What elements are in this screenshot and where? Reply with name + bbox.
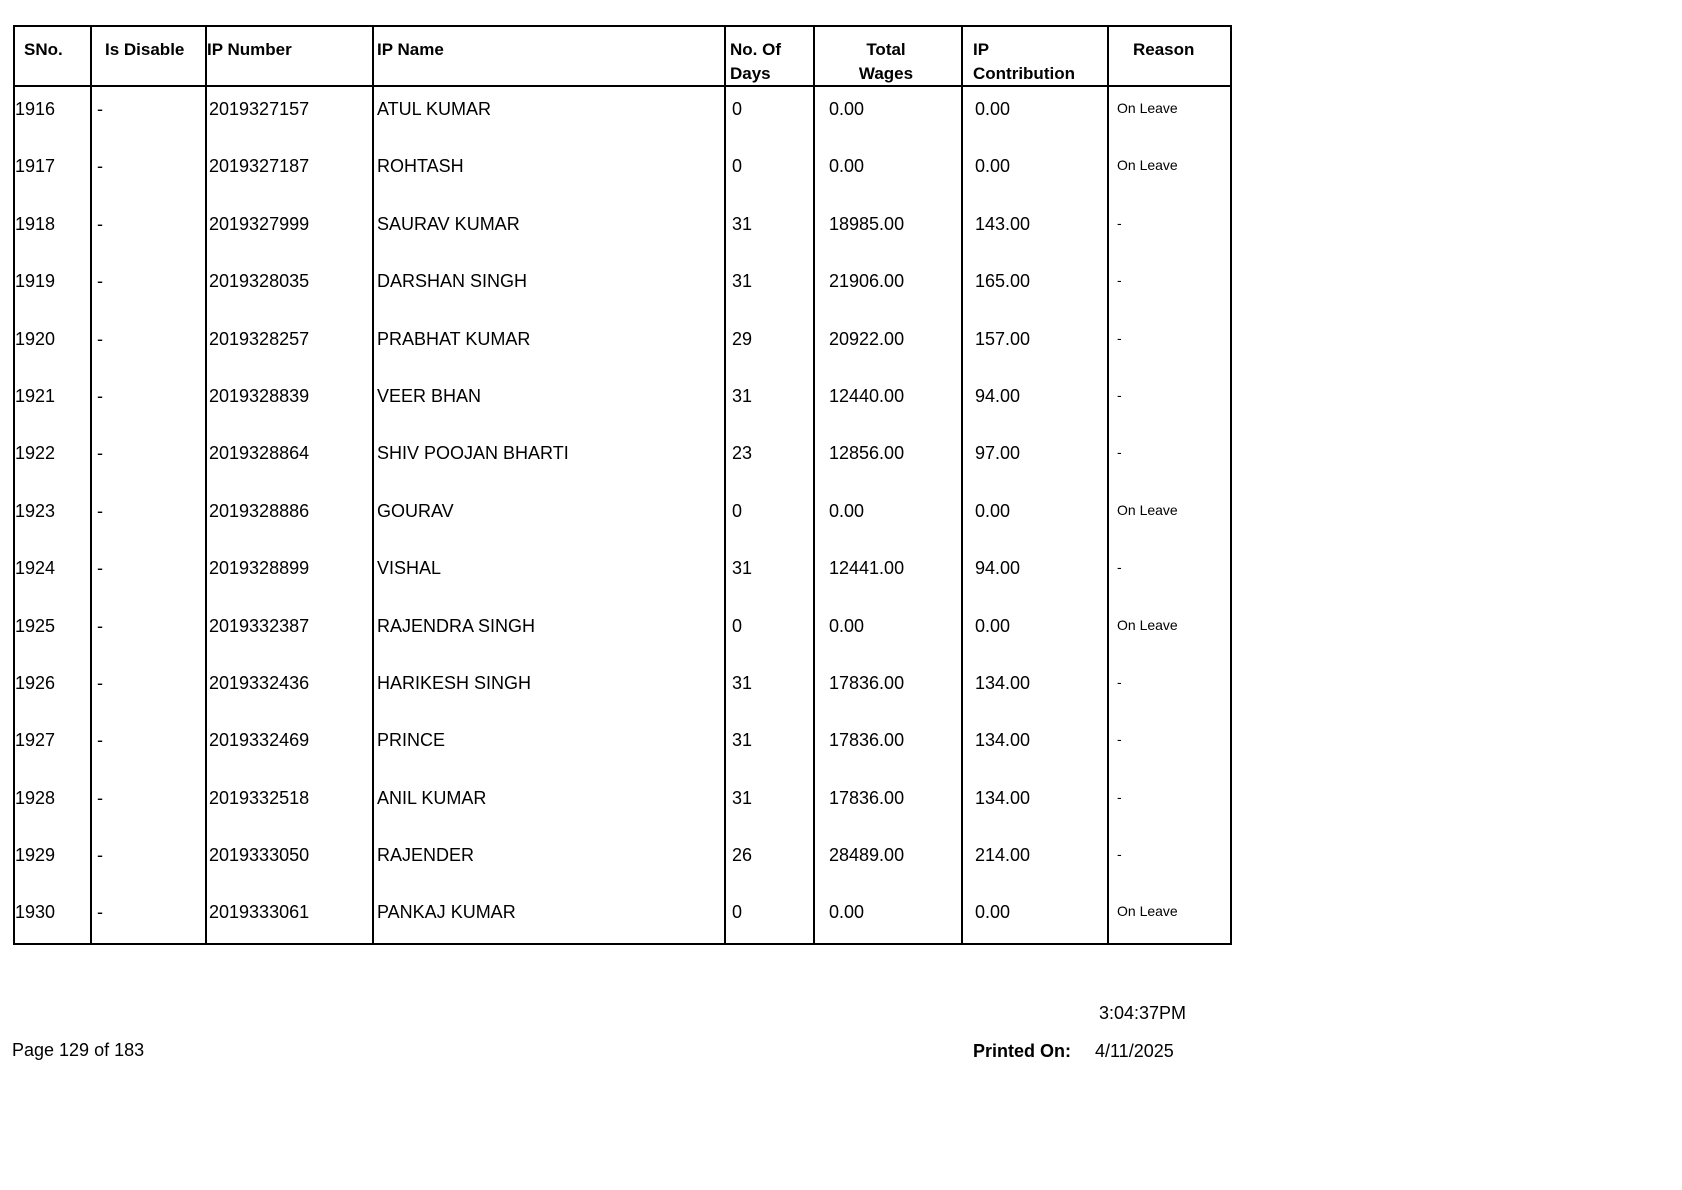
table-row (15, 890, 1230, 947)
cell-is-disable: - (97, 328, 103, 349)
cell-no-of-days: 0 (732, 156, 743, 177)
cell-sno: 1918 (15, 213, 56, 234)
cell-total-wages: 17836.00 (829, 730, 905, 751)
cell-ip-number: 2019328899 (209, 558, 310, 579)
cell-ip-name: RAJENDER (377, 845, 475, 866)
header-ip-name: IP Name (377, 40, 444, 59)
cell-ip-contribution: 0.00 (975, 156, 1011, 177)
cell-ip-contribution: 94.00 (975, 558, 1021, 579)
cell-no-of-days: 31 (732, 787, 753, 808)
header-total-wages: Total Wages (858, 40, 914, 83)
table-row (15, 833, 1230, 890)
cell-ip-contribution: 0.00 (975, 500, 1011, 521)
cell-no-of-days: 0 (732, 902, 743, 923)
table-row (15, 259, 1230, 316)
cell-sno: 1924 (15, 558, 56, 579)
page-number: Page 129 of 183 (12, 1040, 145, 1060)
cell-no-of-days: 0 (732, 615, 743, 636)
cell-sno: 1929 (15, 845, 56, 866)
cell-ip-number: 2019327187 (209, 156, 310, 177)
cell-ip-number: 2019333050 (209, 845, 310, 866)
cell-ip-number: 2019328257 (209, 328, 310, 349)
cell-ip-number: 2019328839 (209, 385, 310, 406)
cell-ip-number: 2019327999 (209, 213, 310, 234)
printed-on-label: Printed On: (973, 1041, 1071, 1061)
cell-reason: - (1117, 386, 1122, 403)
cell-is-disable: - (97, 500, 103, 521)
cell-ip-name: GOURAV (377, 500, 454, 521)
header-is-disable: Is Disable (105, 40, 185, 59)
cell-reason: - (1117, 788, 1122, 805)
cell-ip-name: ATUL KUMAR (377, 99, 492, 119)
cell-is-disable: - (97, 156, 103, 177)
cell-ip-number: 2019332518 (209, 787, 310, 808)
header-ip-contribution: IP Contribution (973, 40, 1075, 83)
cell-total-wages: 0.00 (829, 500, 865, 521)
cell-no-of-days: 31 (732, 672, 753, 693)
cell-reason: On Leave (1117, 501, 1178, 518)
cell-is-disable: - (97, 787, 103, 808)
cell-is-disable: - (97, 443, 103, 464)
header-no-of-days: No. Of Days (730, 40, 781, 83)
cell-sno: 1925 (15, 615, 56, 636)
cell-no-of-days: 31 (732, 213, 753, 234)
cell-is-disable: - (97, 385, 103, 406)
cell-sno: 1928 (15, 787, 56, 808)
cell-ip-contribution: 143.00 (975, 213, 1031, 234)
cell-no-of-days: 0 (732, 99, 743, 119)
printed-on-date: 4/11/2025 (1095, 1041, 1174, 1061)
cell-ip-name: VISHAL (377, 558, 442, 579)
cell-is-disable: - (97, 99, 103, 119)
cell-ip-contribution: 214.00 (975, 845, 1031, 866)
cell-ip-number: 2019332436 (209, 672, 310, 693)
cell-ip-contribution: 157.00 (975, 328, 1031, 349)
cell-ip-number: 2019332469 (209, 730, 310, 751)
cell-ip-number: 2019332387 (209, 615, 310, 636)
cell-reason: - (1117, 559, 1122, 576)
table-row (15, 144, 1230, 201)
table-row (15, 87, 1230, 144)
cell-total-wages: 0.00 (829, 156, 865, 177)
cell-total-wages: 0.00 (829, 99, 865, 119)
cell-ip-name: VEER BHAN (377, 385, 482, 406)
cell-sno: 1923 (15, 500, 56, 521)
cell-no-of-days: 29 (732, 328, 753, 349)
cell-ip-contribution: 94.00 (975, 385, 1021, 406)
table-row (15, 202, 1230, 259)
cell-total-wages: 20922.00 (829, 328, 905, 349)
cell-total-wages: 0.00 (829, 902, 865, 923)
cell-is-disable: - (97, 558, 103, 579)
cell-is-disable: - (97, 615, 103, 636)
table-row (15, 718, 1230, 775)
cell-ip-name: HARIKESH SINGH (377, 672, 532, 693)
cell-sno: 1927 (15, 730, 56, 751)
cell-ip-name: ANIL KUMAR (377, 787, 487, 808)
cell-sno: 1921 (15, 385, 56, 406)
table-row (15, 317, 1230, 374)
cell-no-of-days: 31 (732, 558, 753, 579)
cell-sno: 1917 (15, 156, 56, 177)
cell-total-wages: 12440.00 (829, 385, 905, 406)
cell-ip-name: ROHTASH (377, 156, 464, 177)
cell-total-wages: 17836.00 (829, 787, 905, 808)
cell-no-of-days: 31 (732, 730, 753, 751)
cell-sno: 1926 (15, 672, 56, 693)
cell-total-wages: 18985.00 (829, 213, 905, 234)
cell-is-disable: - (97, 213, 103, 234)
cell-ip-number: 2019328864 (209, 443, 310, 464)
cell-reason: On Leave (1117, 100, 1178, 116)
cell-sno: 1930 (15, 902, 56, 923)
cell-ip-contribution: 0.00 (975, 902, 1011, 923)
cell-sno: 1919 (15, 271, 56, 292)
cell-reason: - (1117, 731, 1122, 748)
cell-ip-number: 2019328035 (209, 271, 310, 292)
cell-is-disable: - (97, 902, 103, 923)
cell-total-wages: 21906.00 (829, 271, 905, 292)
table-row (15, 604, 1230, 661)
cell-sno: 1922 (15, 443, 56, 464)
cell-ip-name: PRABHAT KUMAR (377, 328, 531, 349)
cell-reason: - (1117, 846, 1122, 863)
cell-ip-name: RAJENDRA SINGH (377, 615, 536, 636)
cell-is-disable: - (97, 271, 103, 292)
cell-total-wages: 0.00 (829, 615, 865, 636)
cell-total-wages: 17836.00 (829, 672, 905, 693)
cell-no-of-days: 31 (732, 385, 753, 406)
table-row (15, 431, 1230, 488)
cell-ip-contribution: 134.00 (975, 672, 1031, 693)
cell-ip-contribution: 97.00 (975, 443, 1021, 464)
cell-total-wages: 12441.00 (829, 558, 905, 579)
cell-ip-name: SHIV POOJAN BHARTI (377, 443, 569, 464)
cell-ip-number: 2019327157 (209, 99, 310, 119)
cell-reason: - (1117, 272, 1122, 289)
print-time: 3:04:37PM (1099, 1003, 1187, 1023)
cell-reason: - (1117, 214, 1122, 231)
cell-no-of-days: 26 (732, 845, 753, 866)
cell-ip-name: DARSHAN SINGH (377, 271, 528, 292)
header-sno: SNo. (24, 40, 63, 59)
cell-total-wages: 12856.00 (829, 443, 905, 464)
cell-reason: On Leave (1117, 616, 1178, 633)
cell-is-disable: - (97, 672, 103, 693)
cell-ip-contribution: 134.00 (975, 787, 1031, 808)
cell-ip-contribution: 0.00 (975, 615, 1011, 636)
cell-ip-name: SAURAV KUMAR (377, 213, 520, 234)
cell-is-disable: - (97, 845, 103, 866)
table-row (15, 546, 1230, 603)
cell-ip-number: 2019333061 (209, 902, 310, 923)
table-body (15, 87, 1230, 948)
cell-ip-contribution: 134.00 (975, 730, 1031, 751)
cell-sno: 1916 (15, 99, 56, 119)
cell-reason: On Leave (1117, 903, 1178, 920)
header-ip-number: IP Number (207, 40, 292, 59)
cell-no-of-days: 0 (732, 500, 743, 521)
cell-ip-name: PANKAJ KUMAR (377, 902, 516, 923)
table-row (15, 489, 1230, 546)
cell-ip-contribution: 0.00 (975, 99, 1011, 119)
cell-no-of-days: 23 (732, 443, 753, 464)
cell-reason: - (1117, 444, 1122, 461)
table-row (15, 776, 1230, 833)
cell-sno: 1920 (15, 328, 56, 349)
cell-is-disable: - (97, 730, 103, 751)
cell-total-wages: 28489.00 (829, 845, 905, 866)
cell-reason: On Leave (1117, 157, 1178, 174)
table-row (15, 374, 1230, 431)
cell-ip-number: 2019328886 (209, 500, 310, 521)
cell-ip-name: PRINCE (377, 730, 446, 751)
header-reason: Reason (1133, 40, 1195, 59)
contribution-table (13, 25, 1232, 945)
cell-ip-contribution: 165.00 (975, 271, 1031, 292)
cell-reason: - (1117, 673, 1122, 690)
cell-reason: - (1117, 329, 1122, 346)
cell-no-of-days: 31 (732, 271, 753, 292)
table-row (15, 661, 1230, 718)
